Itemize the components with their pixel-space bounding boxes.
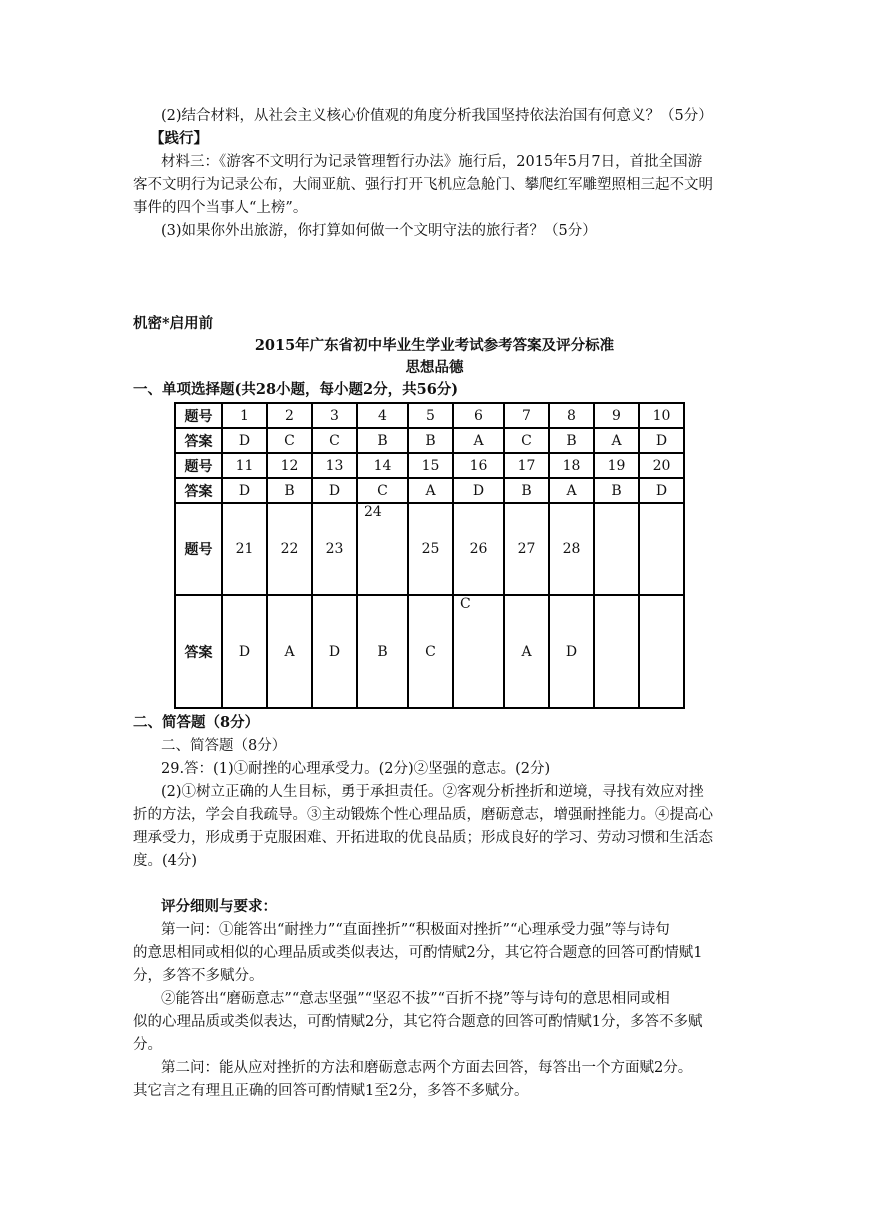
- table-cell: 17: [504, 453, 549, 478]
- question-2: (2)结合材料，从社会主义核心价值观的角度分析我国坚持依法治国有何意义？（5分）: [161, 108, 713, 124]
- table-cell: 14: [357, 453, 408, 478]
- table-cell: D: [222, 478, 267, 503]
- label-question-no: 题号: [175, 403, 222, 428]
- table-cell: 1: [222, 403, 267, 428]
- table-cell: 13: [312, 453, 357, 478]
- table-cell: 8: [549, 403, 594, 428]
- rule-2-line-3: 分。: [133, 1037, 162, 1053]
- label-question-no: 题号: [175, 453, 222, 478]
- table-cell: B: [549, 428, 594, 453]
- rule-1-line-3: 分，多答不多赋分。: [133, 968, 264, 984]
- table-cell: 28: [549, 503, 594, 595]
- table-cell: B: [357, 428, 408, 453]
- material-3-line-3: 事件的四个当事人“上榜”。: [133, 200, 308, 216]
- table-cell: C: [453, 595, 504, 708]
- section-2-title: 二、简答题（8分）: [133, 714, 260, 731]
- answer-table: [174, 402, 685, 709]
- table-cell: 25: [408, 503, 453, 595]
- answer-29-part-1: 29.答：(1)①耐挫的心理承受力。(2分)②坚强的意志。(2分): [161, 761, 551, 777]
- table-cell: D: [549, 595, 594, 708]
- table-cell: B: [504, 478, 549, 503]
- section-2-repeat: 二、简答题（8分）: [161, 738, 287, 754]
- table-cell: 15: [408, 453, 453, 478]
- table-cell: C: [408, 595, 453, 708]
- table-cell: 16: [453, 453, 504, 478]
- label-answer: 答案: [175, 478, 222, 503]
- table-row: [175, 595, 684, 708]
- rule-2-line-2: 似的心理品质或类似表达，可酌情赋2分，其它符合题意的回答可酌情赋1分，多答不多赋: [133, 1014, 703, 1030]
- table-cell: D: [222, 595, 267, 708]
- rule-1-line-1: 第一问：①能答出“耐挫力”“直面挫折”“积极面对挫折”“心理承受力强”等与诗句: [161, 922, 670, 938]
- table-row: [175, 453, 684, 478]
- answer-29-part-2-line-2: 折的方法，学会自我疏导。③主动锻炼个性心理品质，磨砺意志，增强耐挫能力。④提高心: [133, 807, 713, 823]
- table-cell: 4: [357, 403, 408, 428]
- table-cell: [594, 503, 639, 595]
- table-cell: B: [357, 595, 408, 708]
- table-cell: [639, 595, 684, 708]
- answer-29-part-2-line-1: (2)①树立正确的人生目标，勇于承担责任。②客观分析挫折和逆境，寻找有效应对挫: [161, 784, 704, 800]
- table-cell: 12: [267, 453, 312, 478]
- rule-3-line-1: 第二问：能从应对挫折的方法和磨砺意志两个方面去回答，每答出一个方面赋2分。: [161, 1060, 693, 1076]
- table-cell: 24: [357, 503, 408, 595]
- grading-rules-title: 评分细则与要求：: [161, 898, 277, 915]
- table-cell: 2: [267, 403, 312, 428]
- label-answer: 答案: [175, 428, 222, 453]
- table-cell: A: [267, 595, 312, 708]
- table-cell: C: [504, 428, 549, 453]
- table-cell: B: [594, 478, 639, 503]
- question-3: (3)如果你外出旅游，你打算如何做一个文明守法的旅行者？（5分）: [161, 223, 597, 239]
- table-cell: 7: [504, 403, 549, 428]
- table-cell: B: [267, 478, 312, 503]
- table-row: [175, 428, 684, 453]
- rule-2-line-1: ②能答出“磨砺意志”“意志坚强”“坚忍不拔”“百折不挠”等与诗句的意思相同或相: [161, 991, 670, 1007]
- table-cell: 21: [222, 503, 267, 595]
- table-cell: A: [504, 595, 549, 708]
- material-3-line-1: 材料三：《游客不文明行为记录管理暂行办法》施行后，2015年5月7日，首批全国游: [161, 154, 703, 170]
- table-row: [175, 403, 684, 428]
- table-cell: 22: [267, 503, 312, 595]
- table-cell: D: [312, 478, 357, 503]
- section-practice: 【践行】: [150, 130, 208, 147]
- table-cell: D: [453, 478, 504, 503]
- table-cell: 5: [408, 403, 453, 428]
- table-cell: D: [312, 595, 357, 708]
- table-cell: 20: [639, 453, 684, 478]
- secret-mark: 机密*启用前: [133, 315, 214, 332]
- table-cell: [639, 503, 684, 595]
- table-cell: 26: [453, 503, 504, 595]
- table-cell: 11: [222, 453, 267, 478]
- table-cell: C: [267, 428, 312, 453]
- table-cell: C: [312, 428, 357, 453]
- table-cell: 3: [312, 403, 357, 428]
- material-3-line-2: 客不文明行为记录公布，大闹亚航、强行打开飞机应急舱门、攀爬红军雕塑照相三起不文明: [133, 177, 713, 193]
- table-cell: A: [408, 478, 453, 503]
- table-cell: B: [408, 428, 453, 453]
- rule-3-line-2: 其它言之有理且正确的回答可酌情赋1至2分，多答不多赋分。: [133, 1083, 529, 1099]
- table-cell: 10: [639, 403, 684, 428]
- table-cell: 18: [549, 453, 594, 478]
- doc-title: 2015年广东省初中毕业生学业考试参考答案及评分标准: [254, 337, 615, 354]
- table-cell: 19: [594, 453, 639, 478]
- table-row: [175, 478, 684, 503]
- rule-1-line-2: 的意思相同或相似的心理品质或类似表达，可酌情赋2分，其它符合题意的回答可酌情赋1: [133, 945, 703, 961]
- answer-29-part-2-line-4: 度。(4分): [133, 853, 198, 869]
- table-cell: 23: [312, 503, 357, 595]
- table-cell: D: [639, 478, 684, 503]
- subject-title: 思想品德: [405, 359, 464, 376]
- label-question-no: 题号: [175, 503, 222, 595]
- table-cell: 27: [504, 503, 549, 595]
- table-cell: A: [549, 478, 594, 503]
- table-cell: 6: [453, 403, 504, 428]
- table-cell: 9: [594, 403, 639, 428]
- table-cell: A: [453, 428, 504, 453]
- table-cell: [594, 595, 639, 708]
- table-cell: C: [357, 478, 408, 503]
- table-cell: A: [594, 428, 639, 453]
- table-cell: D: [639, 428, 684, 453]
- table-row: [175, 503, 684, 595]
- label-answer: 答案: [175, 595, 222, 708]
- section-1-title: 一、单项选择题(共28小题，每小题2分，共56分): [133, 381, 459, 398]
- answer-29-part-2-line-3: 理承受力，形成勇于克服困难、开拓进取的优良品质；形成良好的学习、劳动习惯和生活态: [133, 830, 713, 846]
- table-cell: D: [222, 428, 267, 453]
